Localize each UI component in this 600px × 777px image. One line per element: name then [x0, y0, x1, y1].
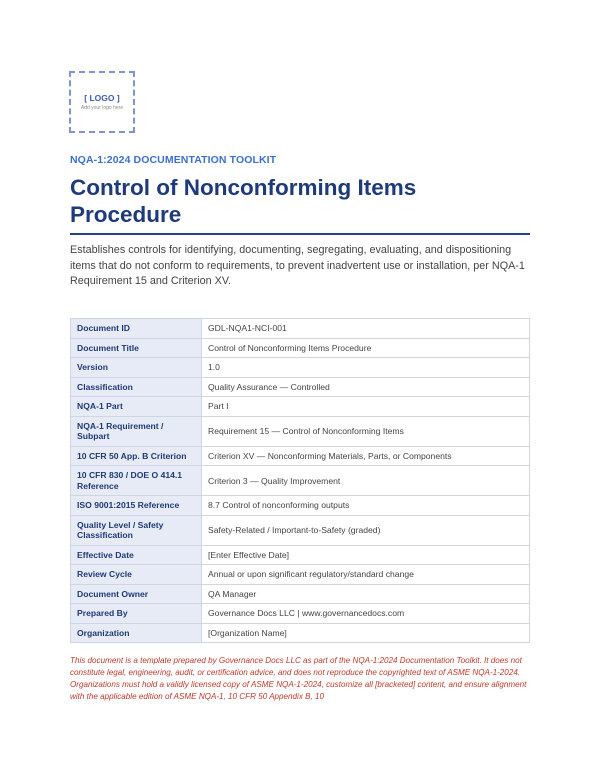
metadata-value: Requirement 15 — Control of Nonconforming Items: [202, 416, 530, 446]
metadata-value: 1.0: [202, 358, 530, 378]
table-row: [71, 623, 530, 643]
metadata-key: 10 CFR 830 / DOE O 414.1 Reference: [71, 466, 202, 496]
table-row: [71, 377, 530, 397]
metadata-value: Criterion XV — Nonconforming Materials, Parts, or Components: [202, 446, 530, 466]
toolkit-label: NQA-1:2024 DOCUMENTATION TOOLKIT: [70, 154, 277, 166]
metadata-value: [Enter Effective Date]: [202, 545, 530, 565]
table-row: [71, 358, 530, 378]
logo-label: [ LOGO ]: [84, 93, 120, 104]
disclaimer-text: This document is a template prepared by Governance Docs LLC as part of the NQA-1:2024 Documentation Toolkit. It does not constitute legal, engineering, audit, or certification advice, and does not reproduce the copyrighted text of ASME NQA-1-2024. Organizations must hold a validly licensed copy of ASME NQA-1-2024, customize all [bracketed] content, and ensure alignment with the applicable edition of ASME NQA-1, 10 CFR 50 Appendix B, 10: [70, 656, 527, 701]
metadata-key: Document Owner: [71, 584, 202, 604]
metadata-value: Criterion 3 — Quality Improvement: [202, 466, 530, 496]
metadata-key: 10 CFR 50 App. B Criterion: [71, 446, 202, 466]
metadata-value: Part I: [202, 397, 530, 417]
title-divider: [70, 233, 530, 235]
metadata-value: [Organization Name]: [202, 623, 530, 643]
metadata-key: Review Cycle: [71, 565, 202, 585]
table-row: [71, 416, 530, 446]
table-row: [71, 565, 530, 585]
metadata-key: Prepared By: [71, 604, 202, 624]
document-title: Control of Nonconforming Items Procedure: [70, 175, 417, 227]
metadata-value: Governance Docs LLC | www.governancedocs.com: [202, 604, 530, 624]
metadata-value: Safety-Related / Important-to-Safety (graded): [202, 515, 530, 545]
metadata-value: GDL-NQA1-NCI-001: [202, 319, 530, 339]
logo-placeholder: [69, 71, 135, 133]
metadata-value: QA Manager: [202, 584, 530, 604]
document-description: Establishes controls for identifying, documenting, segregating, evaluating, and dispositioning items that do not conform to requirements, to prevent inadvertent use or installation, per NQA-1 Requirement 15 and Criterion XV.: [70, 244, 525, 288]
table-row: [71, 397, 530, 417]
metadata-value: Control of Nonconforming Items Procedure: [202, 338, 530, 358]
metadata-value: 8.7 Control of nonconforming outputs: [202, 496, 530, 516]
metadata-key: NQA-1 Requirement / Subpart: [71, 416, 202, 446]
metadata-key: ISO 9001:2015 Reference: [71, 496, 202, 516]
table-row: [71, 545, 530, 565]
table-row: [71, 466, 530, 496]
metadata-key: Version: [71, 358, 202, 378]
metadata-key: Organization: [71, 623, 202, 643]
table-row: [71, 604, 530, 624]
table-row: [71, 515, 530, 545]
table-row: [71, 319, 530, 339]
table-row: [71, 496, 530, 516]
metadata-key: Document Title: [71, 338, 202, 358]
document-metadata-table: [70, 318, 530, 643]
table-row: [71, 446, 530, 466]
logo-subtext: Add your logo here: [80, 104, 124, 111]
metadata-value: Quality Assurance — Controlled: [202, 377, 530, 397]
metadata-key: Classification: [71, 377, 202, 397]
metadata-key: Effective Date: [71, 545, 202, 565]
table-row: [71, 584, 530, 604]
metadata-key: Quality Level / Safety Classification: [71, 515, 202, 545]
metadata-key: NQA-1 Part: [71, 397, 202, 417]
table-row: [71, 338, 530, 358]
metadata-key: Document ID: [71, 319, 202, 339]
metadata-value: Annual or upon significant regulatory/standard change: [202, 565, 530, 585]
